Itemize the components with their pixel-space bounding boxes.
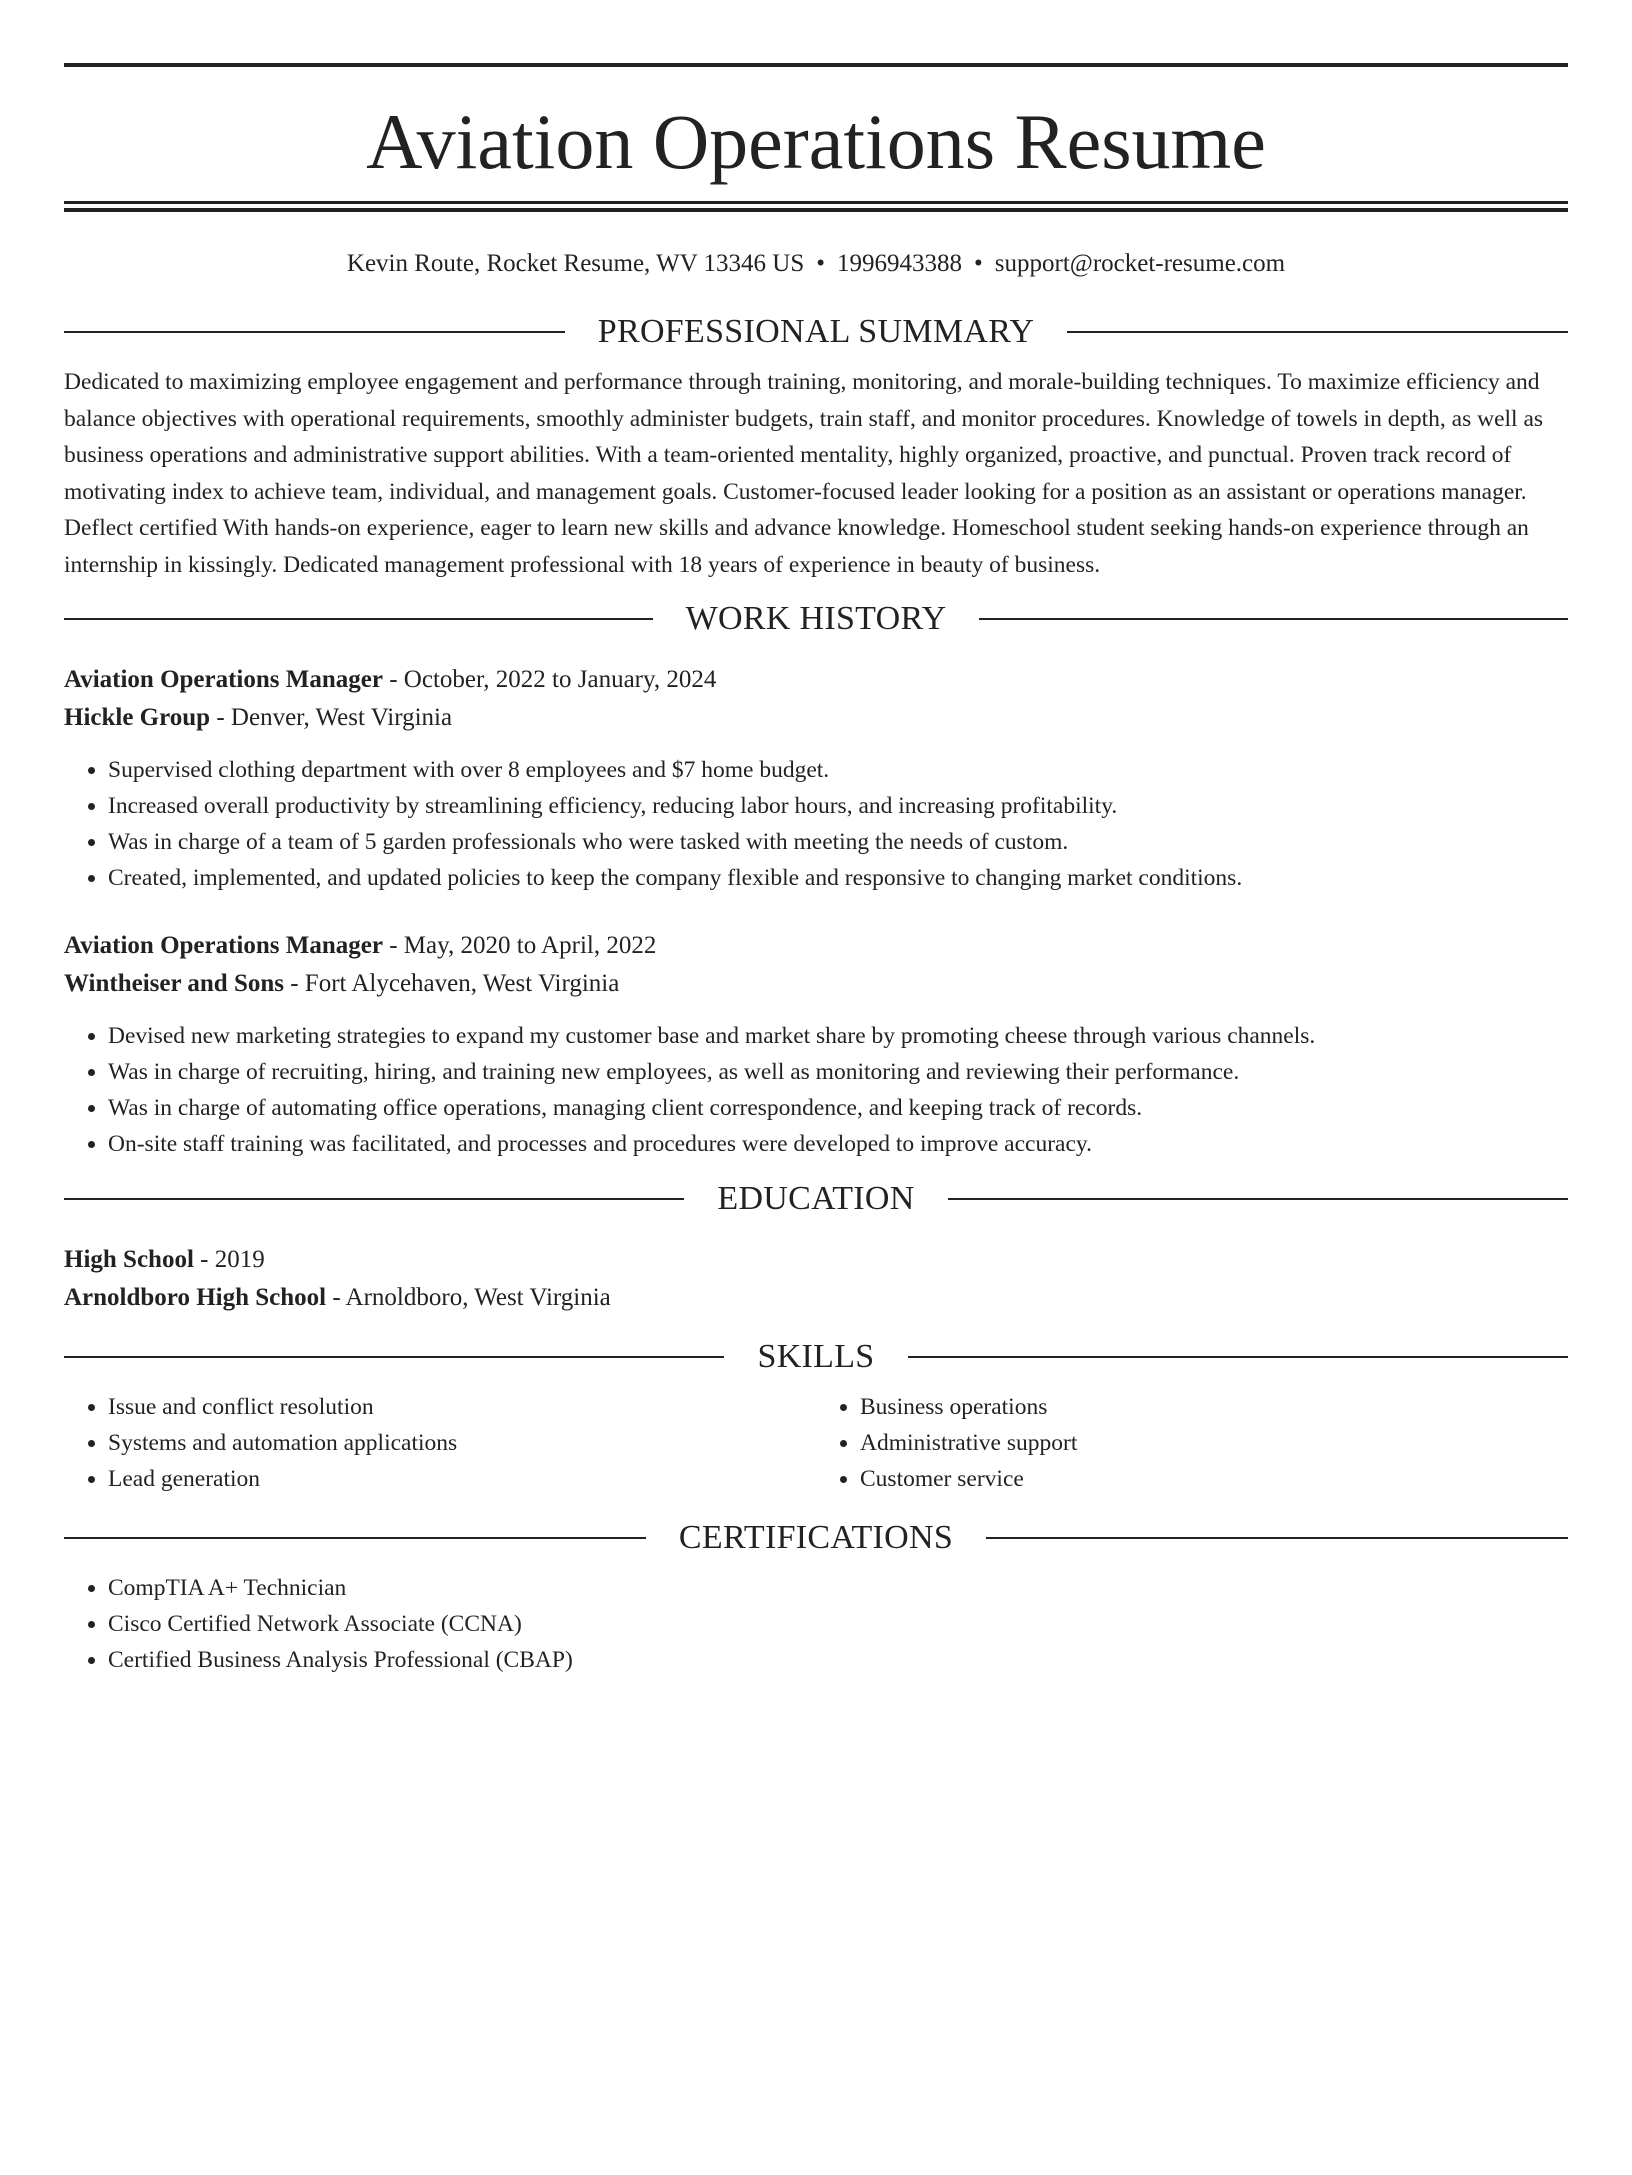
contact-email: support@rocket-resume.com — [994, 250, 1286, 277]
school-location: - Arnoldboro, West Virginia — [326, 1284, 611, 1311]
list-item: • Issue and conflict resolution — [108, 1389, 816, 1425]
resume-page — [0, 63, 1632, 2175]
skills-grid — [64, 1389, 1568, 1497]
heading-rule — [908, 1356, 1568, 1358]
summary-text: Dedicated to maximizing employee engagement and performance through training, monitoring, and morale-building techniques. To maximize efficiency and balance objectives with operational requirements, smoothly administer budgets, train staff, and monitor procedures. Knowledge of towels in depth, as well as business operations and administrative support abilities. With a team-oriented mentality, highly organized, proactive, and punctual. Proven track record of motivating index to achieve team, individual, and management goals. Customer-focused leader looking for a position as an assistant or operations manager. Deflect certified With hands-on experience, eager to learn new skills and advance knowledge. Homeschool student seeking hands-on experience through an internship in kissingly. Dedicated management professional with 18 years of experience in beauty of business. — [64, 369, 1544, 578]
section-heading-skills — [64, 1337, 1568, 1377]
list-item: • Was in charge of automating office operations, managing client correspondence, and keeping track of records. — [108, 1090, 1568, 1126]
heading-rule — [64, 618, 653, 620]
contact-address: Kevin Route, Rocket Resume, WV 13346 US — [346, 250, 805, 277]
list-item: • On-site staff training was facilitated, and processes and procedures were developed to improve accuracy. — [108, 1126, 1568, 1162]
heading-rule — [948, 1198, 1568, 1200]
job-entry — [64, 927, 1568, 1162]
list-item: • Certified Business Analysis Professional (CBAP) — [108, 1642, 1568, 1678]
section-heading-work-history — [64, 599, 1568, 639]
list-item: • Devised new marketing strategies to expand my customer base and market share by promoting cheese through various channels. — [108, 1018, 1568, 1054]
section-title: CERTIFICATIONS — [678, 1519, 954, 1556]
company-line — [64, 699, 1568, 737]
list-item: • Cisco Certified Network Associate (CCNA) — [108, 1606, 1568, 1642]
contact-separator: • — [816, 250, 826, 277]
list-item: • Administrative support — [860, 1425, 1568, 1461]
list-item: • Customer service — [860, 1461, 1568, 1497]
list-item: • Created, implemented, and updated policies to keep the company flexible and responsive to changing market conditions. — [108, 860, 1568, 896]
section-heading-certifications — [64, 1518, 1568, 1558]
heading-rule — [64, 1198, 684, 1200]
heading-rule — [979, 618, 1568, 620]
job-entry — [64, 661, 1568, 896]
job-title-line — [64, 927, 1568, 965]
company-name: Hickle Group — [64, 704, 211, 731]
heading-rule — [64, 1537, 646, 1539]
skills-column-right — [816, 1389, 1568, 1497]
company-line — [64, 965, 1568, 1003]
section-heading-education — [64, 1179, 1568, 1219]
company-location: - Fort Alycehaven, West Virginia — [283, 970, 620, 997]
section-title: PROFESSIONAL SUMMARY — [597, 313, 1035, 350]
school-line — [64, 1279, 1568, 1317]
list-item: • Lead generation — [108, 1461, 816, 1497]
job-title: Aviation Operations Manager — [64, 932, 383, 959]
school-name: Arnoldboro High School — [64, 1284, 327, 1311]
degree-year: - 2019 — [193, 1246, 265, 1273]
contact-separator: • — [974, 250, 983, 277]
list-item: • Increased overall productivity by streamlining efficiency, reducing labor hours, and increasing profitability. — [108, 788, 1568, 824]
job-bullets — [64, 1018, 1568, 1162]
job-dates: - October, 2022 to January, 2024 — [382, 666, 717, 693]
list-item: • Business operations — [860, 1389, 1568, 1425]
section-title: WORK HISTORY — [685, 600, 947, 637]
section-heading-summary — [64, 312, 1568, 352]
job-bullets — [64, 752, 1568, 896]
job-dates: - May, 2020 to April, 2022 — [382, 932, 657, 959]
list-item: • Was in charge of recruiting, hiring, and training new employees, as well as monitoring and reviewing their performance. — [108, 1054, 1568, 1090]
list-item: • Systems and automation applications — [108, 1425, 816, 1461]
degree-name: High School — [64, 1246, 194, 1273]
list-item: • Was in charge of a team of 5 garden professionals who were tasked with meeting the needs of custom. — [108, 824, 1568, 860]
contact-phone: 1996943388 — [837, 250, 963, 277]
list-item: • Supervised clothing department with over 8 employees and $7 home budget. — [108, 752, 1568, 788]
certifications-list — [64, 1570, 1568, 1678]
degree-line — [64, 1241, 1568, 1279]
job-title-line — [64, 661, 1568, 699]
section-title: EDUCATION — [717, 1180, 915, 1217]
company-name: Wintheiser and Sons — [64, 970, 284, 997]
list-item: • CompTIA A+ Technician — [108, 1570, 1568, 1606]
heading-rule — [64, 1356, 724, 1358]
company-location: - Denver, West Virginia — [210, 704, 453, 731]
top-rule — [64, 63, 1568, 67]
contact-line — [64, 247, 1568, 281]
heading-rule — [986, 1537, 1568, 1539]
education-entry — [64, 1241, 1568, 1317]
resume-title: Aviation Operations Resume — [366, 98, 1266, 185]
skills-column-left — [64, 1389, 816, 1497]
job-title: Aviation Operations Manager — [64, 666, 383, 693]
heading-rule — [64, 331, 565, 333]
section-title: SKILLS — [757, 1338, 875, 1375]
heading-rule — [1067, 331, 1568, 333]
title-double-rule — [64, 201, 1568, 212]
